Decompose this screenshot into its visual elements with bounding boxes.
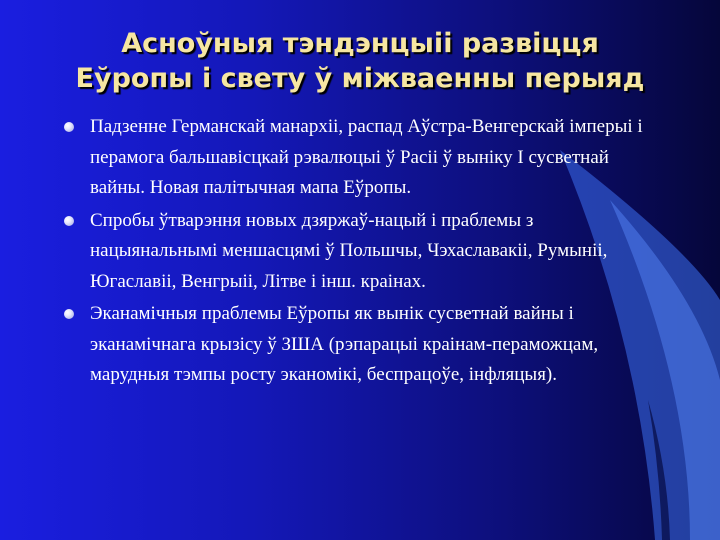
bullet-disc-icon	[64, 309, 74, 319]
slide-title	[20, 26, 700, 96]
title-line-2: Еўропы і свету ў міжваенны перыяд	[75, 63, 645, 94]
bullet-text: Падзенне Германскай манархіі, распад Аўстра-Венгерскай імперыі і перамога бальшавісцкай рэвалюцыі ў Расіі ў выніку I сусветнай вайны. Новая палітычная мапа Еўропы.	[90, 116, 643, 198]
bullet-item	[62, 299, 652, 391]
bullet-item	[62, 206, 652, 298]
title-line-1: Асноўныя тэндэнцыіі развіцця	[121, 28, 599, 59]
bullet-list	[62, 112, 652, 393]
bullet-text: Эканамічныя праблемы Еўропы як вынік сусветнай вайны і эканамічнага крызісу ў ЗША (рэпарацыі краінам-пераможцам, марудныя тэмпы росту эканомікі, беспрацоўе, інфляцыя).	[90, 303, 599, 385]
bullet-disc-icon	[64, 122, 74, 132]
bullet-text: Спробы ўтварэння новых дзяржаў-нацый і праблемы з нацыянальнымі меншасцямі ў Польшчы, Чэхаславакіі, Румыніі, Югаславіі, Венгрыіі, Літве і інш. краінах.	[90, 209, 608, 292]
bullet-disc-icon	[64, 216, 74, 226]
bullet-item	[62, 112, 652, 204]
